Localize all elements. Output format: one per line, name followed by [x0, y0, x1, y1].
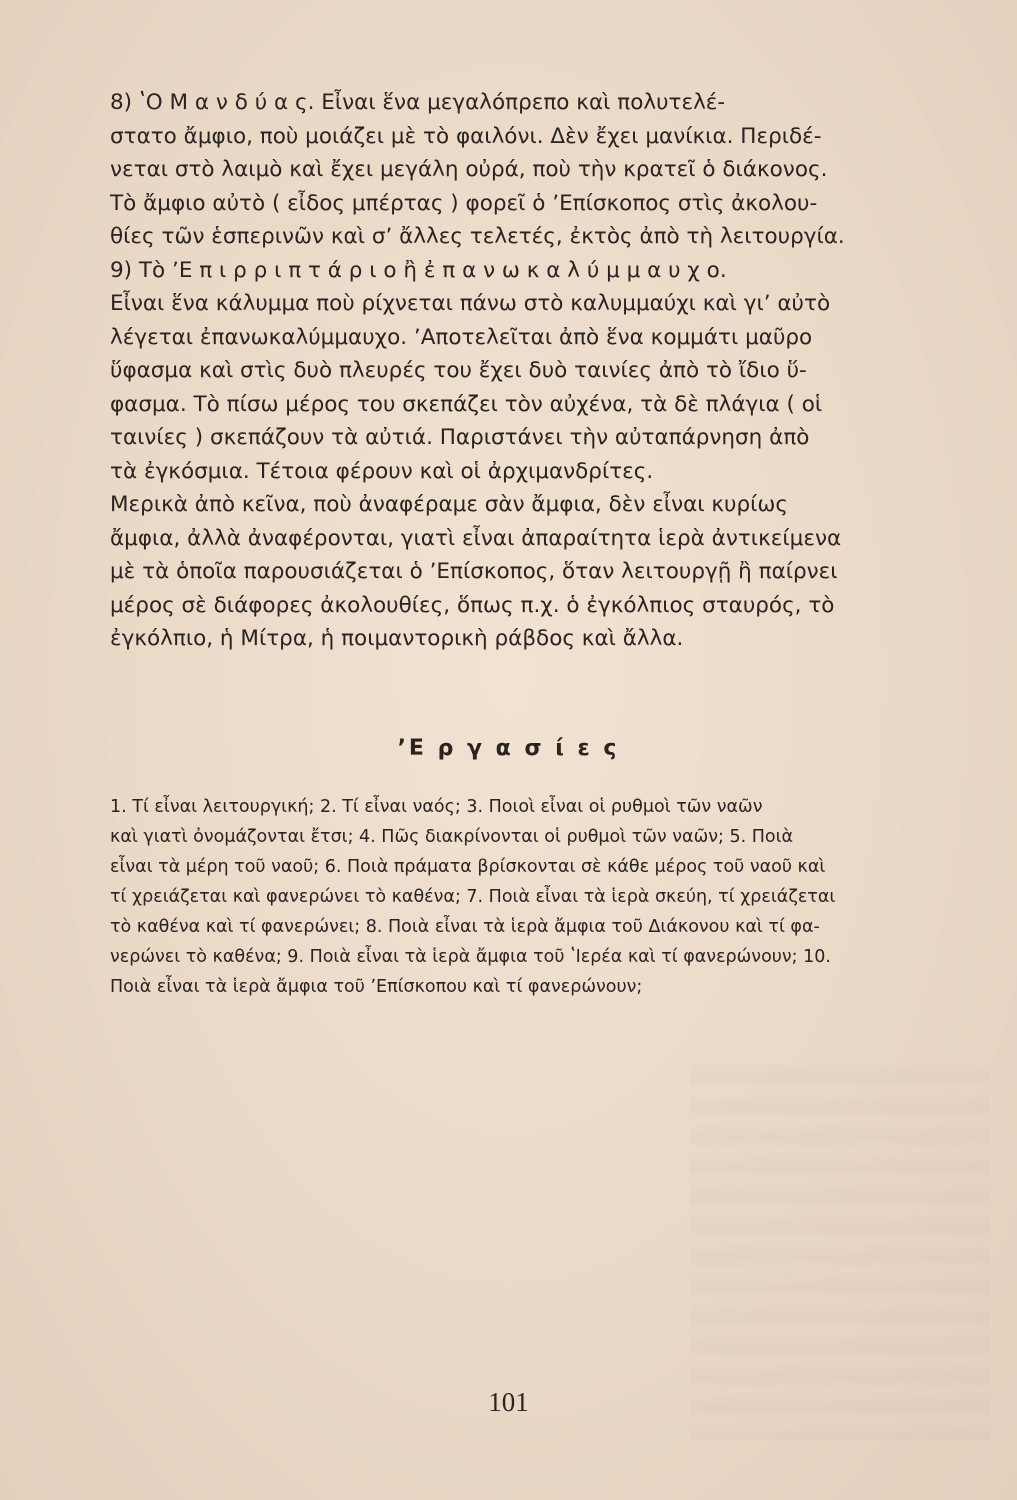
paragraph-remarks: Μερικὰ ἀπὸ κεῖνα, ποὺ ἀναφέραμε σὰν ἄμφια, δὲν εἶναι κυρίως ἄμφια, ἀλλὰ ἀναφέρονται, γιατὶ εἶναι ἀπαραίτητα ἱερὰ ἀντικείμενα μὲ τὰ ὁποῖα παρουσιάζεται ὁ ʼΕπίσκοπος, ὅταν λειτουργῇ ἢ παίρνει μέρος σὲ διάφορες ἀκολουθίες, ὅπως π.χ. ὁ ἐγκόλπιος σταυρός, τὸ ἐγκόλπιο, ἡ Μίτρα, ἡ ποιμαντορικὴ ράβδος καὶ ἄλλα. — [110, 492, 842, 651]
page-number: 101 — [488, 1387, 529, 1417]
paragraph-epirriptario: 9) Τὸ ʼΕ π ι ρ ρ ι π τ ά ρ ι ο ἢ ἐ π α ν ω κ α λ ύ μ μ α υ χ ο. Εἶναι ἕνα κάλυμμα ποὺ ρίχνεται πάνω στὸ καλυμμαύχι καὶ γιʼ αὐτὸ λέγεται ἐπανωκαλύμμαυχο. ʼΑποτελεῖται ἀπὸ ἕνα κομμάτι μαῦρο ὕφασμα καὶ στὶς δυὸ πλευρές του ἔχει δυὸ ταινίες ἀπὸ τὸ ἴδιο ὕ- φασμα. Τὸ πίσω μέρος του σκεπάζει τὸν αὐχένα, τὰ δὲ πλάγια ( οἱ ταινίες ) σκεπάζουν τὰ αὐτιά. Παριστάνει τὴν αὐταπάρνηση ἀπὸ τὰ ἐγκόσμια. Τέτοια φέρουν καὶ οἱ ἀρχιμανδρίτες. — [110, 257, 831, 484]
show-through-texture — [690, 1060, 990, 1440]
section-heading: ʼΕ ρ γ α σ ί ε ς — [397, 736, 620, 761]
paragraph-mandyas: 8) ʽΟ Μ α ν δ ύ α ς. Εἶναι ἕνα μεγαλόπρεπο καὶ πολυτελέ- στατο ἄμφιο, ποὺ μοιάζει μὲ τὸ φαιλόνι. Δὲν ἔχει μανίκια. Περιδέ- νεται στὸ λαιμὸ καὶ ἔχει μεγάλη οὐρά, ποὺ τὴν κρατεῖ ὁ διάκονος. Τὸ ἄμφιο αὐτὸ ( εἶδος μπέρτας ) φορεῖ ὁ ʼΕπίσκοπος στὶς ἀκολου- θίες τῶν ἑσπερινῶν καὶ σʼ ἄλλες τελετές, ἐκτὸς ἀπὸ τὴ λειτουργία. — [110, 90, 845, 249]
exercises-list: 1. Τί εἶναι λειτουργική; 2. Τί εἶναι ναός; 3. Ποιοὶ εἶναι οἱ ρυθμοὶ τῶν ναῶν καὶ γιατὶ ὀνομάζονται ἔτσι; 4. Πῶς διακρίνονται οἱ ρυθμοὶ τῶν ναῶν; 5. Ποιὰ εἶναι τὰ μέρη τοῦ ναοῦ; 6. Ποιὰ πράματα βρίσκονται σὲ κάθε μέρος τοῦ ναοῦ καὶ τί χρειάζεται καὶ φανερώνει τὸ καθένα; 7. Ποιὰ εἶναι τὰ ἱερὰ σκεύη, τί χρειάζεται τὸ καθένα καὶ τί φανερώνει; 8. Ποιὰ εἶναι τὰ ἱερὰ ἄμφια τοῦ Διάκονου καὶ τί φα- νερώνει τὸ καθένα; 9. Ποιὰ εἶναι τὰ ἱερὰ ἄμφια τοῦ ʽΙερέα καὶ τί φανερώνουν; 10. Ποιὰ εἶναι τὰ ἱερὰ ἄμφια τοῦ ʼΕπίσκοπου καὶ τί φανερώνουν; — [110, 797, 836, 997]
main-text — [110, 86, 880, 656]
